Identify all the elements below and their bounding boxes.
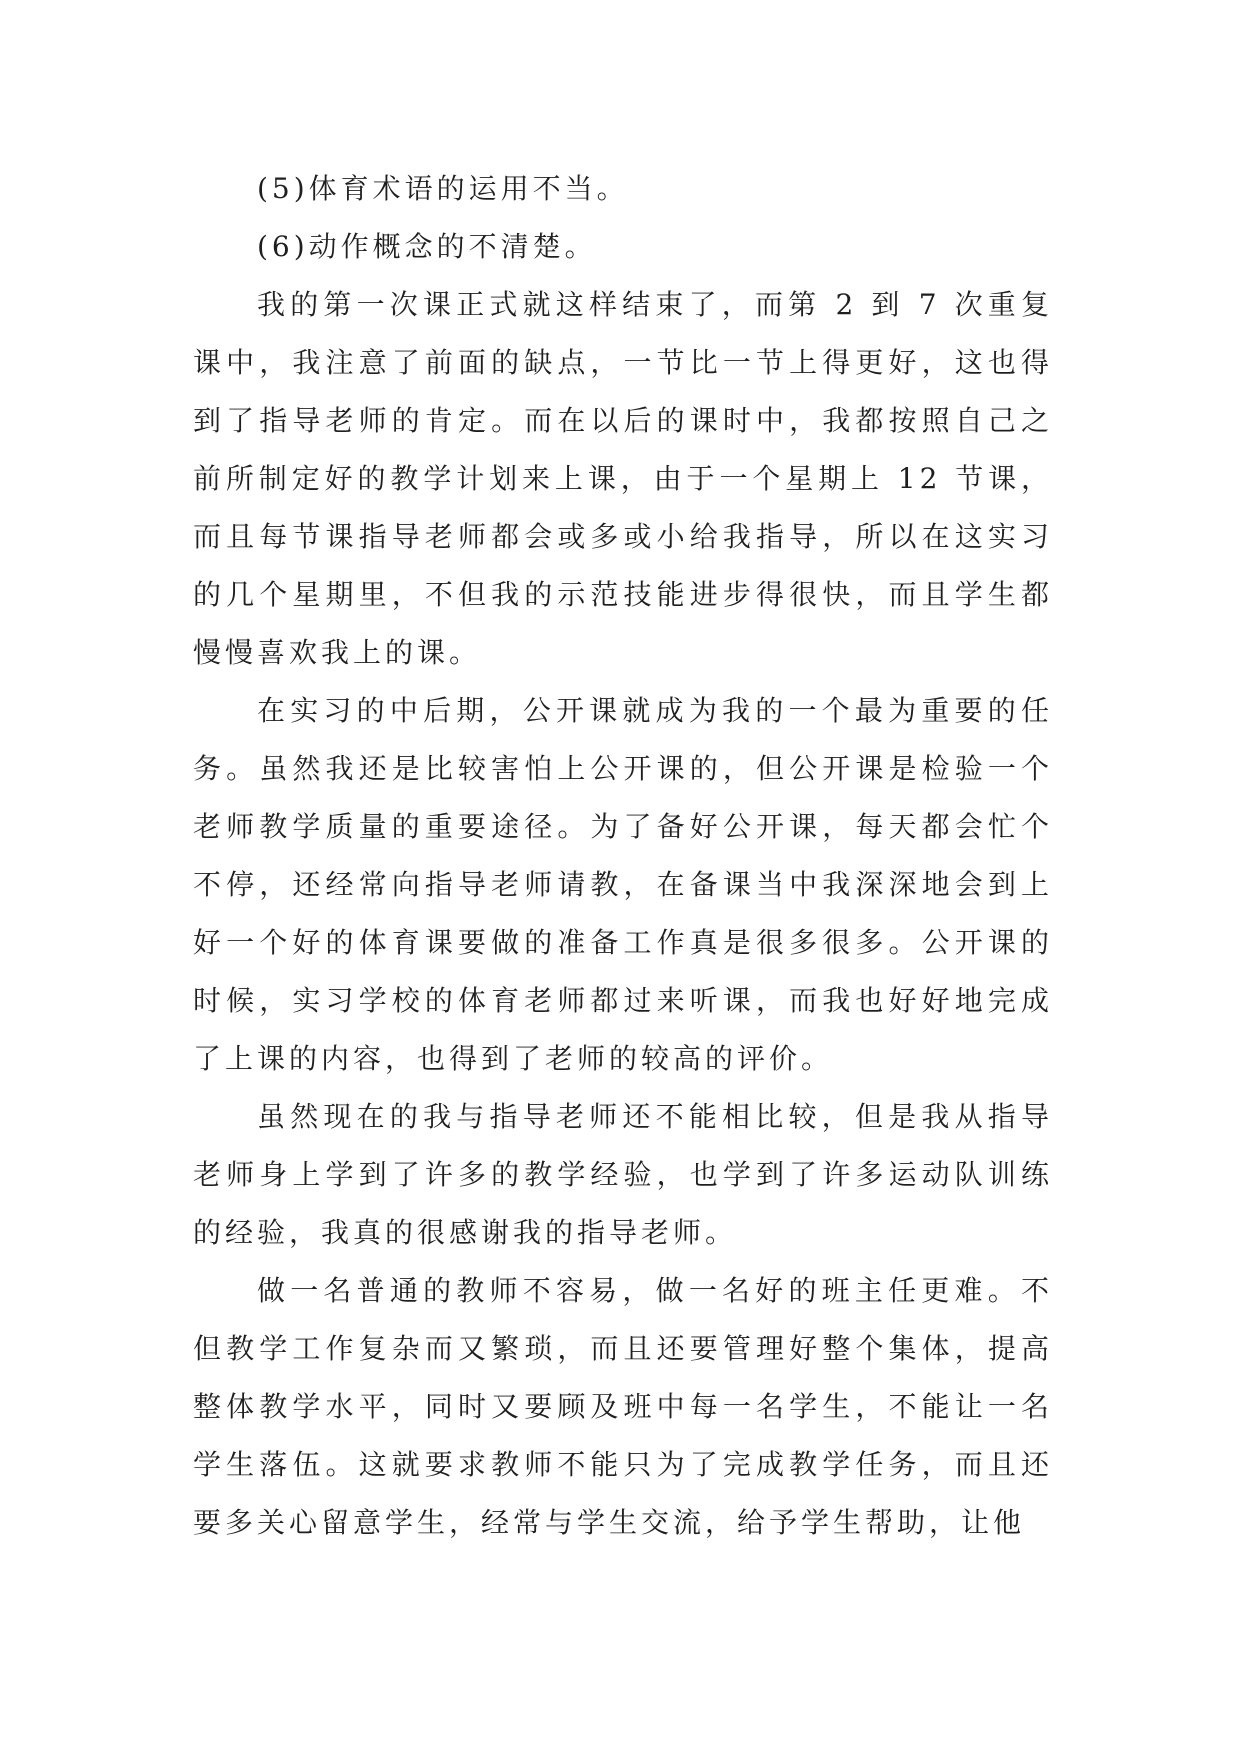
paragraph-1: (5)体育术语的运用不当。 [257,172,629,205]
paragraph-4: 在实习的中后期，公开课就成为我的一个最为重要的任务。虽然我还是比较害怕上公开课的，但公开课是检验一个老师教学质量的重要途径。为了备好公开课，每天都会忙个不停，还经常向指导老师请教，在备课当中我深深地会到上好一个好的体育课要做的准备工作真是很多很多。公开课的时候，实习学校的体育老师都过来听课，而我也好好地完成了上课的内容，也得到了老师的较高的评价。 [193,694,1053,1075]
document-body [193,160,1053,1552]
paragraph-2: (6)动作概念的不清楚。 [257,230,597,263]
paragraph-3: 我的第一次课正式就这样结束了，而第 2 到 7 次重复课中，我注意了前面的缺点，一节比一节上得更好，这也得到了指导老师的肯定。而在以后的课时中，我都按照自己之前所制定好的教学计划来上课，由于一个星期上 12 节课，而且每节课指导老师都会或多或小给我指导，所以在这实习的几个星期里，不但我的示范技能进步得很快，而且学生都慢慢喜欢我上的课。 [193,288,1053,669]
paragraph-5: 虽然现在的我与指导老师还不能相比较，但是我从指导老师身上学到了许多的教学经验，也学到了许多运动队训练的经验，我真的很感谢我的指导老师。 [193,1100,1053,1249]
paragraph-6: 做一名普通的教师不容易，做一名好的班主任更难。不但教学工作复杂而又繁琐，而且还要管理好整个集体，提高整体教学水平，同时又要顾及班中每一名学生，不能让一名学生落伍。这就要求教师不能只为了完成教学任务，而且还要多关心留意学生，经常与学生交流，给予学生帮助，让他 [193,1274,1053,1539]
